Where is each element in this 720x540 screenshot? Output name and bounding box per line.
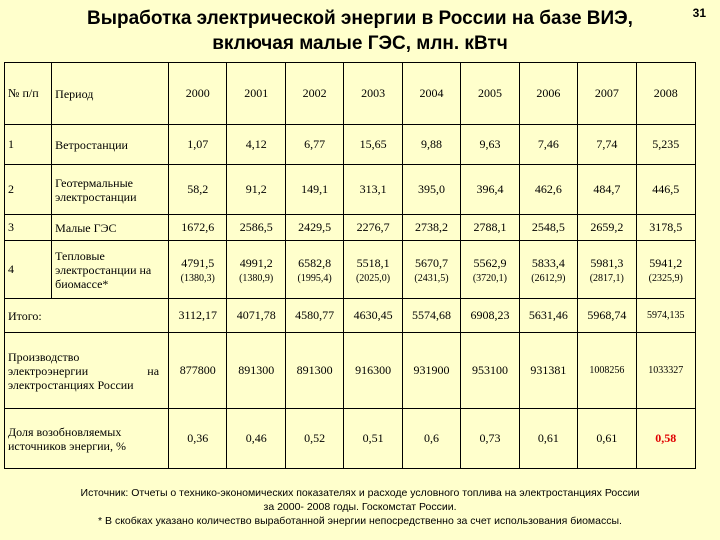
- year-header: 2003: [344, 63, 402, 125]
- cell: 5631,46: [519, 299, 577, 333]
- cell: 91,2: [227, 165, 285, 215]
- year-header: 2001: [227, 63, 285, 125]
- table-row-geothermal: [5, 165, 696, 215]
- cell: 0,6: [402, 409, 460, 469]
- cell: 2276,7: [344, 215, 402, 241]
- table-row-share: [5, 409, 696, 469]
- production-label-part1: Производство электроэнергии: [8, 349, 89, 378]
- year-header: 2006: [519, 63, 577, 125]
- year-header: 2008: [636, 63, 695, 125]
- production-label-top: [8, 350, 165, 378]
- footer-line-1: Источник: Отчеты о технико-экономических показателях и расходе условного топлива на электростанциях России: [80, 487, 640, 499]
- table-row-small-hydro: [5, 215, 696, 241]
- table-row-biomass: [5, 241, 696, 299]
- footer-line-3: * В скобках указано количество выработанной энергии непосредственно за счет использования биомассы.: [98, 515, 622, 527]
- table-row-total: [5, 299, 696, 333]
- cell-main: 5941,2: [649, 255, 683, 270]
- cell: 2586,5: [227, 215, 285, 241]
- cell: [461, 241, 519, 299]
- cell: 4580,77: [285, 299, 343, 333]
- energy-table: [4, 62, 696, 469]
- table-row-wind: [5, 125, 696, 165]
- cell-highlight: 0,58: [636, 409, 695, 469]
- cell: 0,52: [285, 409, 343, 469]
- title-line-1: Выработка электрической энергии в России на базе ВИЭ,: [87, 8, 633, 29]
- year-header: 2004: [402, 63, 460, 125]
- cell: 9,63: [461, 125, 519, 165]
- cell: [344, 241, 402, 299]
- year-header: 2007: [578, 63, 636, 125]
- cell-main: 5833,4: [531, 255, 565, 270]
- cell-sub: (2025,0): [355, 272, 391, 284]
- cell: 2429,5: [285, 215, 343, 241]
- row-num: 4: [5, 241, 52, 299]
- header-period: Период: [52, 63, 169, 125]
- cell: 2548,5: [519, 215, 577, 241]
- cell: 4630,45: [344, 299, 402, 333]
- cell: 1033327: [636, 333, 695, 409]
- production-label: [5, 333, 169, 409]
- cell-main: 5981,3: [590, 255, 624, 270]
- cell: 2659,2: [578, 215, 636, 241]
- cell: 0,73: [461, 409, 519, 469]
- cell: 0,51: [344, 409, 402, 469]
- title-line-2: включая малые ГЭС, млн. кВтч: [212, 33, 508, 54]
- cell: 9,88: [402, 125, 460, 165]
- table-row-production: [5, 333, 696, 409]
- cell-main: 5670,7: [415, 255, 448, 270]
- year-header: 2000: [169, 63, 227, 125]
- row-label: Ветростанции: [52, 125, 169, 165]
- cell-sub: (2325,9): [648, 272, 683, 284]
- cell: 7,46: [519, 125, 577, 165]
- cell: 4071,78: [227, 299, 285, 333]
- cell: 3112,17: [169, 299, 227, 333]
- cell: 0,61: [519, 409, 577, 469]
- cell: 395,0: [402, 165, 460, 215]
- row-label: Малые ГЭС: [52, 215, 169, 241]
- cell-sub: (1380,9): [239, 272, 274, 284]
- cell: 1008256: [578, 333, 636, 409]
- cell: 891300: [227, 333, 285, 409]
- cell: 313,1: [344, 165, 402, 215]
- cell: 931900: [402, 333, 460, 409]
- row-num: 2: [5, 165, 52, 215]
- production-label-part2: на: [147, 363, 160, 378]
- cell-sub: (2612,9): [531, 272, 566, 284]
- year-header: 2002: [285, 63, 343, 125]
- cell-sub: (1380,3): [180, 272, 215, 284]
- cell: [227, 241, 285, 299]
- cell: 891300: [285, 333, 343, 409]
- cell: 877800: [169, 333, 227, 409]
- cell: 15,65: [344, 125, 402, 165]
- cell: 149,1: [285, 165, 343, 215]
- footer-line-2: за 2000- 2008 годы. Госкомстат России.: [263, 501, 457, 513]
- cell: 1,07: [169, 125, 227, 165]
- cell-main: 5518,1: [356, 255, 390, 270]
- total-label: Итого:: [5, 299, 169, 333]
- header-num: № п/п: [5, 63, 52, 125]
- cell: 58,2: [169, 165, 227, 215]
- slide-number: 31: [692, 6, 706, 20]
- cell: 5968,74: [578, 299, 636, 333]
- cell: 484,7: [578, 165, 636, 215]
- year-header: 2005: [461, 63, 519, 125]
- cell: 5,235: [636, 125, 695, 165]
- row-label: Геотермальные электростанции: [52, 165, 169, 215]
- header-row: [5, 63, 696, 125]
- cell: 6,77: [285, 125, 343, 165]
- row-num: 1: [5, 125, 52, 165]
- cell: 0,36: [169, 409, 227, 469]
- cell: 1672,6: [169, 215, 227, 241]
- cell: 2738,2: [402, 215, 460, 241]
- cell: 3178,5: [636, 215, 695, 241]
- row-label: Тепловые электростанции на биомассе*: [52, 241, 169, 299]
- cell: [285, 241, 343, 299]
- cell-main: 5562,9: [473, 255, 507, 270]
- cell: 4,12: [227, 125, 285, 165]
- cell-sub: (2817,1): [589, 272, 624, 284]
- cell: 396,4: [461, 165, 519, 215]
- cell: 7,74: [578, 125, 636, 165]
- cell-sub: (3720,1): [472, 272, 508, 284]
- cell: 5574,68: [402, 299, 460, 333]
- slide-title: [0, 6, 720, 56]
- cell: 0,61: [578, 409, 636, 469]
- cell: 6908,23: [461, 299, 519, 333]
- cell: 446,5: [636, 165, 695, 215]
- cell-main: 4791,5: [181, 255, 215, 270]
- cell-main: 4991,2: [239, 255, 273, 270]
- cell-sub: (1995,4): [297, 272, 332, 284]
- share-label: Доля возобновляемых источников энергии, %: [5, 409, 169, 469]
- cell: 953100: [461, 333, 519, 409]
- cell-sub: (2431,5): [414, 272, 449, 284]
- cell: [402, 241, 460, 299]
- cell: [169, 241, 227, 299]
- cell-main: 6582,8: [298, 255, 332, 270]
- cell: 5974,135: [636, 299, 695, 333]
- cell: [578, 241, 636, 299]
- source-footer: [0, 486, 720, 528]
- cell: [636, 241, 695, 299]
- production-label-part3: электростанциях России: [8, 377, 134, 392]
- row-num: 3: [5, 215, 52, 241]
- cell: 2788,1: [461, 215, 519, 241]
- cell: 916300: [344, 333, 402, 409]
- cell: 0,46: [227, 409, 285, 469]
- cell: 462,6: [519, 165, 577, 215]
- cell: [519, 241, 577, 299]
- cell: 931381: [519, 333, 577, 409]
